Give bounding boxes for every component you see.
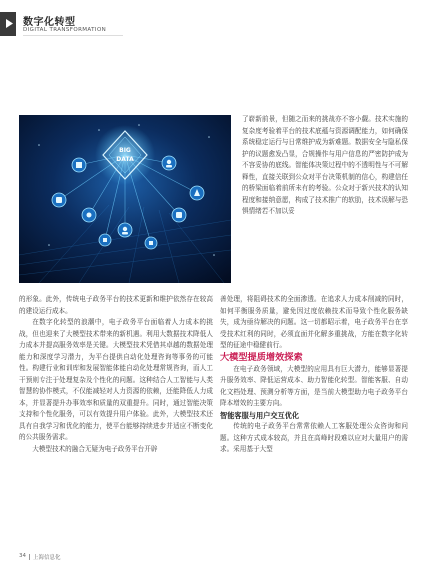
section-subtitle: DIGITAL TRANSFORMATION	[23, 27, 107, 33]
globe-icon	[87, 213, 92, 218]
paragraph: 传统的电子政务平台常常依赖人工客服处理公众咨询和问题。这种方式成本较高，并且在高峰时段难以应对大量用户的需求。采用基于大型	[220, 422, 408, 453]
people-icon	[123, 227, 127, 231]
paragraph: 大模型技术的融合无疑为电子政务平台开辟	[32, 444, 158, 453]
paragraph: 了崭新前景，但随之而来的挑战亦不容小觑。技术实施的复杂度考验着平台的技术底蕴与资源调配能力，如何确保系统稳定运行与日常维护成为新难题。数据安全与隐私保护的议题愈发凸显，合规操作与用户信息的严密防护成为不容妥协的底线。智能体决策过程中的不透明性与不可解释性，直接关联到公众对平台决策机制的信心，构建信任的桥梁面临着前所未有的考验。公众对于新兴技术的认知程度和接纳意愿，构成了技术推广的软肋，技术误解与恐惧情绪若不加以妥	[242, 115, 408, 215]
section-heading: 大模型提质增效探索	[220, 351, 303, 363]
document-icon	[56, 197, 62, 203]
paragraph: 在数字化转型的浪潮中，电子政务平台面临着人力成本的挑战，但也迎来了大模型技术带来的新机遇。利用大数据技术降低人力成本并提高服务效率是关键。大模型技术凭借其卓越的数据处理能力和深度学习潜力，为平台提供自动化处理咨询等事务的可能性。构建行业和训库和发展智能体能自动化处理常规咨询，而人工干预则专注于处理复杂及个性化的问题。这种结合人工智能与人类智慧的协作模式，不仅能减轻对人力资源的依赖，还能降低人力成本，并显著提升办事效率和质量的双重提升。同时，通过智能决策支持和个性化服务，可以有效提升用户体验。此外，大模型技术还具有自我学习和优化的能力，使平台能够持续进步并适应不断变化的公共服务需求。	[19, 318, 213, 441]
magazine-name: 上海信息化	[33, 555, 61, 561]
header-divider	[23, 35, 123, 36]
paragraph: 善处理，将阻碍技术的全面渗透。在追求人力成本削减的同时，如何平衡服务质量，避免因过度依赖技术而导致个性化服务缺失，成为亟待解决的问题。这一切都昭示着，电子政务平台在享受技术红利的同时，必须直面并化解多重挑战，方能在数字化转型的征途中稳健前行。	[220, 295, 408, 349]
database-icon	[149, 241, 153, 245]
left-column	[19, 294, 213, 455]
paragraph: 的形象。此外，传统电子政务平台的技术更新和维护依然存在较高的建设运行成本。	[19, 295, 213, 315]
subsection-heading: 智能客服与用户交互优化	[220, 410, 300, 420]
big-data-label-line1: BIG	[119, 147, 131, 154]
page-header	[0, 0, 427, 44]
big-data-label-line2: DATA	[116, 156, 134, 163]
page-number: 34	[19, 553, 26, 559]
pie-chart-icon	[176, 212, 182, 218]
section-title: 数字化转型	[23, 17, 76, 28]
right-column-top	[242, 114, 408, 218]
chart-icon	[76, 162, 82, 168]
page-footer	[19, 553, 219, 565]
gear-icon	[103, 238, 107, 242]
footer-divider	[29, 554, 30, 560]
user-icon	[167, 160, 171, 164]
right-column-bottom	[220, 294, 408, 456]
big-data-illustration	[19, 115, 231, 283]
big-data-graphic	[19, 115, 231, 283]
paragraph: 在电子政务领域，大模型的应用具有巨大潜力，能够显著提升服务效率、降低运营成本、助力智能化转型。智能客服、自动化文档处理、预测分析等方面，是当前大模型助力电子政务平台降本增效的主要方向。	[220, 364, 408, 407]
